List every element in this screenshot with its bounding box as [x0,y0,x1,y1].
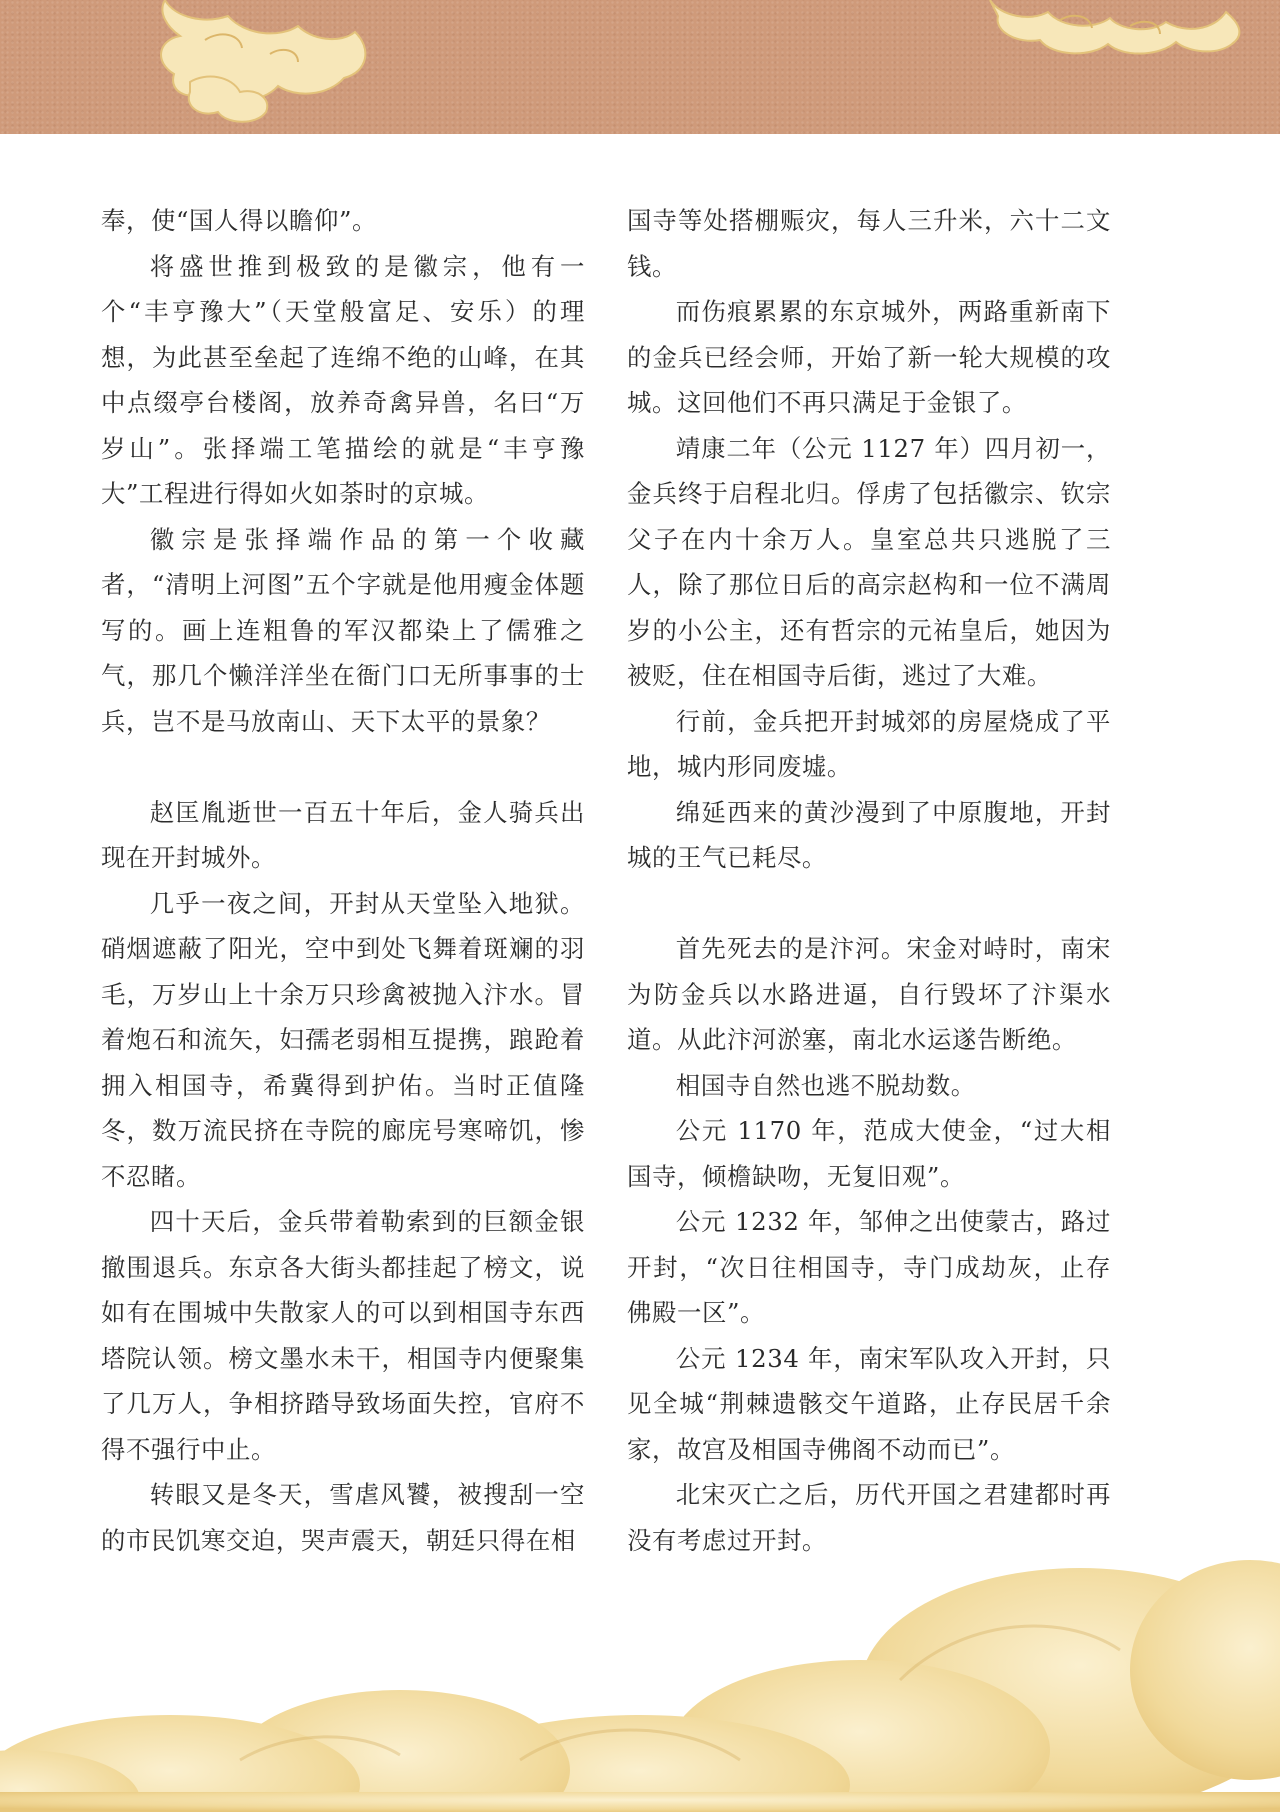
article-column-right [627,198,1111,1563]
article-column-left [101,198,585,1563]
paragraph: 靖康二年（公元 1127 年）四月初一，金兵终于启程北归。俘虏了包括徽宗、钦宗父子在内十余万人。皇室总共只逃脱了三人，除了那位日后的高宗赵构和一位不满周岁的小公主，还有哲宗的元祐皇后，她因为被贬，住在相国寺后街，逃过了大难。 [627,433,1111,690]
paragraph: 而伤痕累累的东京城外，两路重新南下的金兵已经会师，开始了新一轮大规模的攻城。这回他们不再只满足于金银了。 [627,297,1111,417]
section-break [101,744,585,790]
section-break [627,881,1111,927]
cloud-ornament-right [990,0,1239,54]
header-cloud-ornament [0,0,1280,134]
paragraph: 相国寺自然也逃不脱劫数。 [675,1070,976,1100]
paragraph: 首先死去的是汴河。宋金对峙时，南宋为防金兵以水路进逼，自行毁坏了汴渠水道。从此汴河淤塞，南北水运遂告断绝。 [627,934,1111,1054]
paragraph: 徽宗是张择端作品的第一个收藏者，“清明上河图”五个字就是他用瘦金体题写的。画上连粗鲁的军汉都染上了儒雅之气，那几个懒洋洋坐在衙门口无所事事的士兵，岂不是马放南山、天下太平的景象？ [101,524,585,736]
paragraph: 公元 1234 年，南宋军队攻入开封，只见全城“荆棘遗骸交午道路，止存民居千余家，故宫及相国寺佛阁不动而已”。 [627,1343,1111,1464]
footer-cloud-ornament [0,1560,1280,1812]
paragraph: 行前，金兵把开封城郊的房屋烧成了平地，城内形同废墟。 [627,706,1111,781]
paragraph: 四十天后，金兵带着勒索到的巨额金银撤围退兵。东京各大街头都挂起了榜文，说如有在围城中失散家人的可以到相国寺东西塔院认领。榜文墨水未干，相国寺内便聚集了几万人，争相挤踏导致场面失控，官府不得不强行中止。 [101,1207,585,1464]
paragraph: 公元 1232 年，邹伸之出使蒙古，路过开封，“次日往相国寺，寺门成劫灰，止存佛殿一区”。 [627,1207,1111,1327]
paragraph: 将盛世推到极致的是徽宗，他有一个“丰亨豫大”（天堂般富足、安乐）的理想，为此甚至垒起了连绵不绝的山峰，在其中点缀亭台楼阁，放养奇禽异兽，名曰“万岁山”。张择端工笔描绘的就是“丰亨豫大”工程进行得如火如荼时的京城。 [101,251,585,508]
paragraph: 北宋灭亡之后，历代开国之君建都时再没有考虑过开封。 [627,1480,1111,1555]
paragraph: 公元 1170 年，范成大使金，“过大相国寺，倾檐缺吻，无复旧观”。 [627,1116,1111,1191]
paragraph: 转眼又是冬天，雪虐风饕，被搜刮一空的市民饥寒交迫，哭声震天，朝廷只得在相 [101,1480,585,1555]
paragraph: 赵匡胤逝世一百五十年后，金人骑兵出现在开封城外。 [101,797,585,872]
paragraph: 奉，使“国人得以瞻仰”。 [101,206,378,235]
paragraph: 国寺等处搭棚赈灾，每人三升米，六十二文钱。 [627,206,1111,281]
paragraph: 绵延西来的黄沙漫到了中原腹地，开封城的王气已耗尽。 [627,797,1111,872]
paragraph: 几乎一夜之间，开封从天堂坠入地狱。硝烟遮蔽了阳光，空中到处飞舞着斑斓的羽毛，万岁山上十余万只珍禽被抛入汴水。冒着炮石和流矢，妇孺老弱相互提携，踉跄着拥入相国寺，希冀得到护佑。当时正值隆冬，数万流民挤在寺院的廊庑号寒啼饥，惨不忍睹。 [101,888,585,1191]
